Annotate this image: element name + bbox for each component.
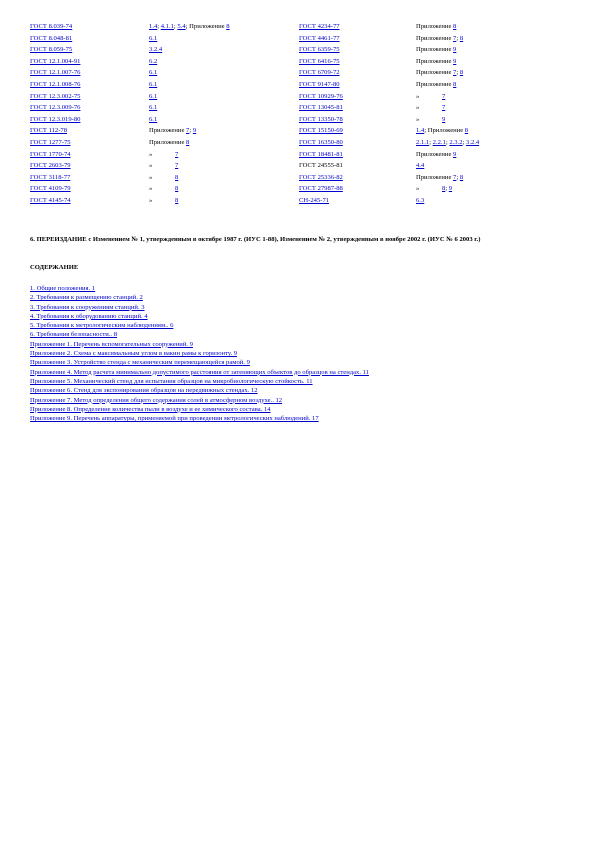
clause-link[interactable]: 7 [442,104,446,112]
standard-link[interactable]: ГОСТ 3118-77 [30,173,71,181]
toc-link[interactable]: Приложение 3. Устройство стенда с механическим перемещающейся рамой. 9 [30,359,250,367]
standard-cell [30,114,149,126]
standard-cell [299,195,416,207]
clause-cell [149,33,299,45]
toc-link[interactable]: Приложение 5. Механический стенд для испытания образцов на микробиологическую стойкость. 11 [30,377,313,385]
clause-link[interactable]: 1.4 [416,127,425,135]
list-item [30,358,369,367]
ditto-mark: » [416,185,420,193]
table-row [30,149,546,161]
clause-cell [149,125,299,137]
standard-link[interactable]: ГОСТ 25336-82 [299,173,343,181]
ref-text: ; [456,34,460,42]
standard-cell [299,33,416,45]
table-row [30,172,546,184]
clause-cell [149,56,299,68]
clause-link[interactable]: 8 [175,185,179,193]
clause-link[interactable]: 8 [459,173,464,181]
ref-text: Приложение [416,57,454,65]
clause-link[interactable]: 8 [442,185,446,193]
clause-cell [416,67,546,79]
ditto-mark: » [416,92,420,100]
standard-cell [299,44,416,56]
clause-cell [416,33,546,45]
list-item [30,330,369,339]
ditto-mark: » [416,104,420,112]
clause-link[interactable]: 6.1 [149,115,158,123]
clause-link[interactable]: 8 [175,173,179,181]
ref-text: Приложение [416,150,454,158]
clause-cell [149,149,299,161]
standard-cell [30,195,149,207]
clause-link[interactable]: 8 [453,80,457,88]
clause-link[interactable]: 5.4 [177,23,186,30]
ditto-mark: » [416,115,420,123]
ref-text: ; [189,127,193,135]
clause-link[interactable]: 8 [453,23,457,30]
toc-link[interactable]: Приложение 9. Перечень аппаратуры, применяемой при проведении метрологических наблюдений. 17 [30,415,319,423]
table-row [30,137,546,149]
clause-link[interactable]: 4.1.1 [160,23,174,30]
standard-cell [299,160,416,172]
standard-cell [299,125,416,137]
clause-link[interactable]: 9 [192,127,197,135]
list-item [30,284,369,293]
ditto-mark: » [149,185,153,193]
clause-cell [416,44,546,56]
clause-link[interactable]: 7 [186,127,190,135]
list-item [30,368,369,377]
list-item [30,340,369,349]
table-row [30,125,546,137]
standard-link[interactable]: ГОСТ 13350-78 [299,115,343,123]
standard-cell [299,56,416,68]
standard-cell [299,183,416,195]
standard-link[interactable]: ГОСТ 4234-77 [299,23,340,30]
standard-link[interactable]: ГОСТ 16350-80 [299,138,343,146]
clause-link[interactable]: 6.1 [149,80,158,88]
clause-link[interactable]: 7 [175,150,179,158]
clause-cell [149,91,299,103]
ditto-mark: » [149,196,153,204]
standard-link[interactable]: ГОСТ 12.3.009-76 [30,104,81,112]
clause-cell [416,195,546,207]
standard-cell [30,172,149,184]
standard-link[interactable]: ГОСТ 8.039-74 [30,23,73,30]
list-item [30,293,369,302]
table-of-contents [30,284,369,423]
clause-cell [416,79,546,91]
ref-text: ; Приложение [424,127,465,135]
standard-link[interactable]: ГОСТ 18481-81 [299,150,343,158]
clause-cell [416,160,546,172]
standard-link[interactable]: ГОСТ 6416-75 [299,57,340,65]
toc-link[interactable]: 3. Требования к сооружениям станций. 3 [30,303,145,311]
clause-cell [149,137,299,149]
list-item [30,377,369,386]
standard-cell [30,183,149,195]
clause-link[interactable]: 6.3 [416,196,425,204]
clause-link[interactable]: 8 [226,23,230,30]
clause-cell [149,114,299,126]
table-row [30,44,546,56]
ref-text: ; [445,138,450,146]
toc-link[interactable]: Приложение 7. Метод определения общего содержания солей в атмосферном воздухе.. 12 [30,396,283,404]
clause-link[interactable]: 9 [453,150,457,158]
list-item [30,396,369,405]
clause-link[interactable]: 4.4 [416,162,425,170]
ditto-mark: » [149,150,153,158]
standard-cell [30,33,149,45]
toc-link[interactable]: 1. Общие положения. 1 [30,285,96,292]
standard-link[interactable]: ГОСТ 6359-75 [299,46,340,54]
ref-text: Приложение [416,23,454,30]
toc-link[interactable]: Приложение 1. Перечень вспомогательных сооружений. 9 [30,340,193,348]
clause-cell [149,102,299,114]
toc-link[interactable]: Приложение 6. Стенд для экспонирования образцов на передвижных стендах. 12 [30,387,258,395]
clause-link[interactable]: 7 [442,92,446,100]
list-item [30,414,369,423]
clause-link[interactable]: 9 [453,57,457,65]
clause-cell [149,67,299,79]
table-row [30,114,546,126]
standard-link[interactable]: ГОСТ 15150-69 [299,127,343,135]
ref-text: Приложение [416,34,454,42]
table-row [30,160,546,172]
standard-link[interactable]: СН-245-71 [299,196,330,204]
clause-link[interactable]: 7 [175,162,179,170]
standard-cell [299,79,416,91]
clause-link[interactable]: 1.4 [149,23,158,30]
ref-text: Приложение [416,69,454,77]
standard-link[interactable]: ГОСТ 12.1.004-91 [30,57,81,65]
standard-link[interactable]: ГОСТ 9147-80 [299,80,340,88]
clause-link[interactable]: 6.1 [149,34,158,42]
standard-link[interactable]: ГОСТ 27987-88 [299,185,343,193]
clause-link[interactable]: 3.2.4 [149,46,163,54]
ref-text: Приложение [149,138,187,146]
clause-cell [149,195,299,207]
list-item [30,349,369,358]
standard-cell [30,56,149,68]
clause-cell [416,137,546,149]
ref-text: ; [157,23,161,30]
clause-cell [149,79,299,91]
table-row [30,56,546,68]
table-row [30,67,546,79]
standard-link[interactable]: ГОСТ 12.3.019-80 [30,115,81,123]
standard-cell [299,67,416,79]
clause-cell [416,149,546,161]
ref-text: Приложение [416,46,454,54]
clause-link[interactable]: 2.3.2 [449,138,463,146]
list-item [30,312,369,321]
standard-cell [299,91,416,103]
ref-text: Приложение [149,127,187,135]
clause-link[interactable]: 6.2 [149,57,158,65]
table-row [30,33,546,45]
clause-link[interactable]: 7 [453,34,457,42]
clause-cell [149,44,299,56]
ref-text: ; [456,173,460,181]
table-row [30,195,546,207]
standard-link[interactable]: ГОСТ 4109-79 [30,185,71,193]
table-row [30,102,546,114]
toc-link[interactable]: 2. Требования к размещению станций. 2 [30,294,143,302]
reissue-note: 6. ПЕРЕИЗДАНИЕ с Изменением № 1, утвержденным в октябре 1987 г. (ИУС 1-88), Изменением № 2, утвержденным в ноябре 2002 г. (ИУС № 6 2003 г.) [30,236,481,243]
references-table-body [30,21,546,207]
toc-link[interactable]: 5. Требования к метрологическим наблюдениям.. 6 [30,322,174,330]
clause-cell [149,172,299,184]
table-row [30,79,546,91]
toc-link[interactable]: 6. Требования безопасности.. 8 [30,331,118,339]
clause-link[interactable]: 6.1 [149,69,158,77]
standard-link[interactable]: ГОСТ 13045-81 [299,104,343,112]
clause-link[interactable]: 8 [459,69,464,77]
standard-cell [299,114,416,126]
clause-link[interactable]: 7 [453,69,457,77]
standard-cell [299,149,416,161]
clause-cell [416,183,546,195]
clause-cell [416,125,546,137]
standard-link[interactable]: ГОСТ 112-78 [30,127,67,135]
clause-link[interactable]: 3.2.4 [466,138,480,146]
ditto-mark: » [149,173,153,181]
table-row [30,91,546,103]
clause-link[interactable]: 6.1 [149,104,158,112]
clause-link[interactable]: 8 [175,196,179,204]
list-item [30,303,369,312]
clause-link[interactable]: 9 [453,46,457,54]
standard-cell [299,21,416,33]
clause-link[interactable]: 9 [442,115,446,123]
standard-link[interactable]: ГОСТ 4145-74 [30,196,71,204]
standard-cell [30,79,149,91]
clause-link[interactable]: 2.2.1 [432,138,446,146]
standard-link[interactable]: ГОСТ 8.059-75 [30,46,73,54]
standard-cell [30,137,149,149]
clause-link[interactable]: 2.1.1 [416,138,430,146]
ref-text: ; Приложение [185,23,227,30]
clause-link[interactable]: 7 [453,173,457,181]
clause-cell [416,172,546,184]
clause-link[interactable]: 6.1 [149,92,158,100]
toc-link[interactable]: 4. Требования к оборудованию станций. 4 [30,312,148,320]
toc-link[interactable]: Приложение 4. Метод расчета минимально допустимого расстояния от затеняющих объектов до образцов на стендах. 11 [30,368,369,376]
standard-link[interactable]: ГОСТ 1277-75 [30,138,71,146]
standard-link[interactable]: ГОСТ 8.048-81 [30,34,73,42]
list-item [30,321,369,330]
clause-link[interactable]: 9 [448,185,453,193]
ditto-mark: » [149,162,153,170]
standard-cell [30,160,149,172]
standard-cell [30,44,149,56]
clause-cell [416,114,546,126]
ref-text: Приложение [416,173,454,181]
clause-cell [149,183,299,195]
ref-text: ; [429,138,433,146]
clause-cell [416,21,546,33]
toc-link[interactable]: Приложение 8. Определение количества пыли в воздухе и ее химического состава. 14 [30,405,271,413]
standard-cell [299,102,416,114]
standard-link[interactable]: ГОСТ 4461-77 [299,34,340,42]
clause-cell [416,91,546,103]
clause-cell [416,56,546,68]
standard-link[interactable]: ГОСТ 10929-76 [299,92,343,100]
list-item [30,386,369,395]
standard-text: ГОСТ 24555-81 [299,162,343,170]
standard-cell [30,67,149,79]
table-row [30,183,546,195]
ref-text: ; [456,69,460,77]
standard-cell [30,149,149,161]
standard-link[interactable]: ГОСТ 2603-79 [30,162,71,170]
standard-cell [299,137,416,149]
ref-text: ; [173,23,178,30]
clause-cell [416,102,546,114]
ref-text: Приложение [416,80,454,88]
standard-link[interactable]: ГОСТ 1770-74 [30,150,71,158]
table-row [30,21,546,33]
standard-link[interactable]: ГОСТ 6709-72 [299,69,340,77]
references-table [30,21,546,207]
clause-link[interactable]: 8 [459,34,464,42]
clause-cell [149,160,299,172]
toc-title: СОДЕРЖАНИЕ [30,264,79,271]
standard-cell [30,125,149,137]
ref-text: ; [462,138,467,146]
toc-link[interactable]: Приложение 2. Схема с максимальным углом в вакин рамы к горизонту. 9 [30,350,238,358]
standard-link[interactable]: ГОСТ 12.1.008-76 [30,80,81,88]
standard-cell [30,21,149,33]
ref-text: ; [445,185,449,193]
standard-cell [299,172,416,184]
standard-link[interactable]: ГОСТ 12.3.002-75 [30,92,81,100]
clause-link[interactable]: 8 [186,138,190,146]
standard-cell [30,102,149,114]
standard-cell [30,91,149,103]
standard-link[interactable]: ГОСТ 12.1.007-76 [30,69,81,77]
clause-cell [149,21,299,33]
list-item [30,405,369,414]
clause-link[interactable]: 8 [464,127,469,135]
